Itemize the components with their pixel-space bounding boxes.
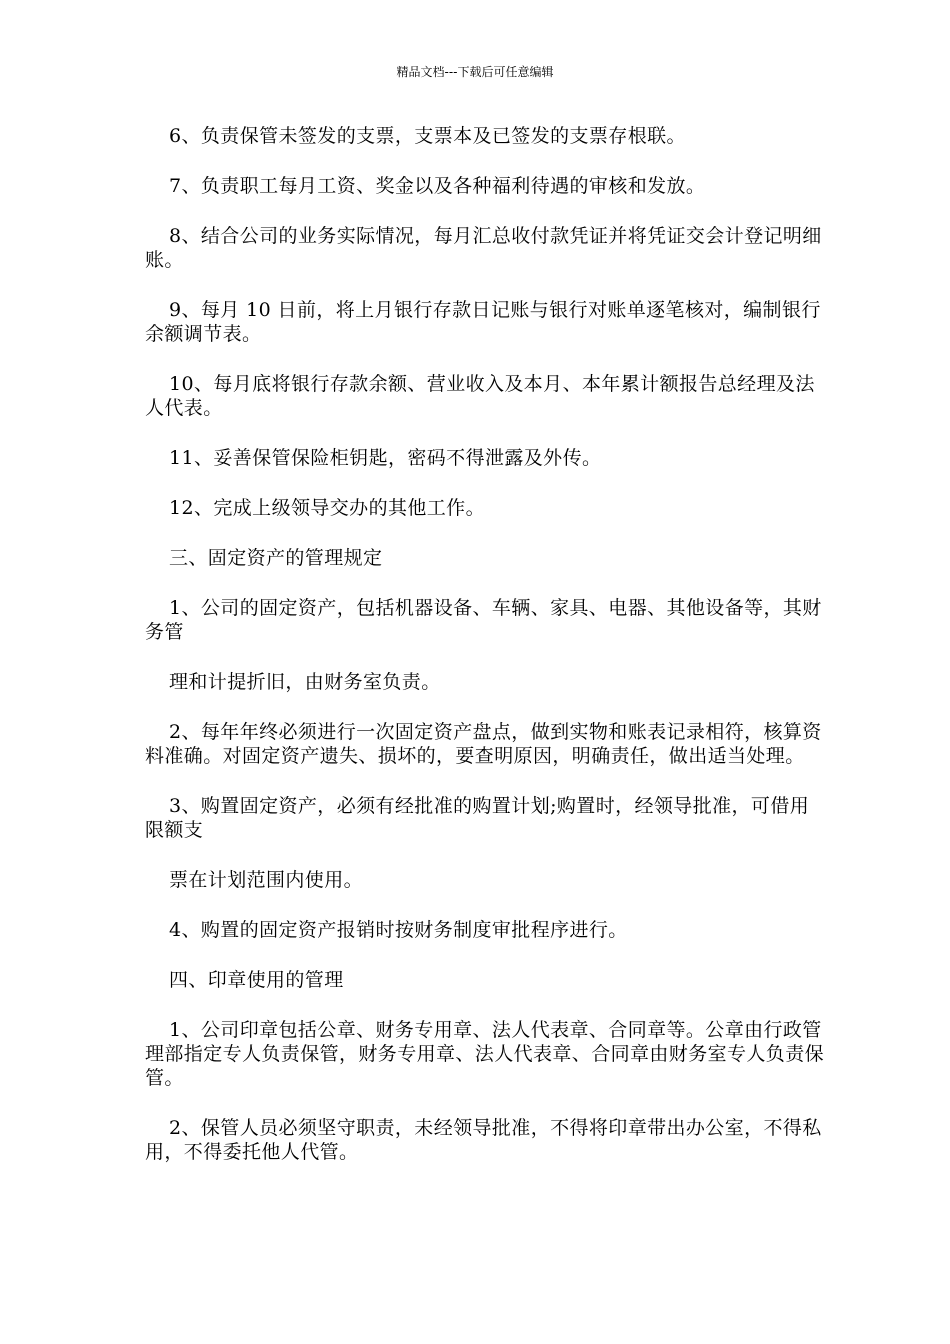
section-heading-fixed-assets: 三、固定资产的管理规定	[169, 547, 383, 569]
page-header: 精品文档---下载后可任意编辑	[396, 65, 554, 79]
fixed-assets-item-2: 2、每年年终必须进行一次固定资产盘点，做到实物和账表记录相符，核算资料准确。对固定资产遗失、损坏的，要查明原因，明确责任，做出适当处理。	[145, 721, 822, 767]
paragraph-9: 9、每月 10 日前，将上月银行存款日记账与银行对账单逐笔核对，编制银行余额调节表。	[145, 299, 821, 345]
fixed-assets-item-4: 4、购置的固定资产报销时按财务制度审批程序进行。	[169, 919, 628, 941]
section-heading-seal-usage: 四、印章使用的管理	[169, 969, 344, 991]
paragraph-10: 10、每月底将银行存款余额、营业收入及本月、本年累计额报告总经理及法人代表。	[145, 373, 815, 419]
paragraph-12: 12、完成上级领导交办的其他工作。	[169, 497, 485, 519]
seal-usage-item-1: 1、公司印章包括公章、财务专用章、法人代表章、合同章等。公章由行政管理部指定专人负责保管，财务专用章、法人代表章、合同章由财务室专人负责保管。	[145, 1019, 825, 1089]
paragraph-6: 6、负责保管未签发的支票，支票本及已签发的支票存根联。	[169, 125, 686, 147]
document-body	[145, 124, 825, 1190]
paragraph-8: 8、结合公司的业务实际情况，每月汇总收付款凭证并将凭证交会计登记明细账。	[145, 225, 822, 271]
fixed-assets-item-3-continued: 票在计划范围内使用。	[169, 869, 364, 891]
paragraph-7: 7、负责职工每月工资、奖金以及各种福利待遇的审核和发放。	[169, 175, 706, 197]
fixed-assets-item-3: 3、购置固定资产，必须有经批准的购置计划;购置时，经领导批准，可借用限额支	[145, 795, 810, 841]
paragraph-11: 11、妥善保管保险柜钥匙，密码不得泄露及外传。	[169, 447, 602, 469]
fixed-assets-item-1-continued: 理和计提折旧，由财务室负责。	[169, 671, 441, 693]
fixed-assets-item-1: 1、公司的固定资产，包括机器设备、车辆、家具、电器、其他设备等，其财务管	[145, 597, 822, 643]
seal-usage-item-2: 2、保管人员必须坚守职责，未经领导批准，不得将印章带出办公室，不得私用，不得委托他人代管。	[145, 1117, 822, 1163]
